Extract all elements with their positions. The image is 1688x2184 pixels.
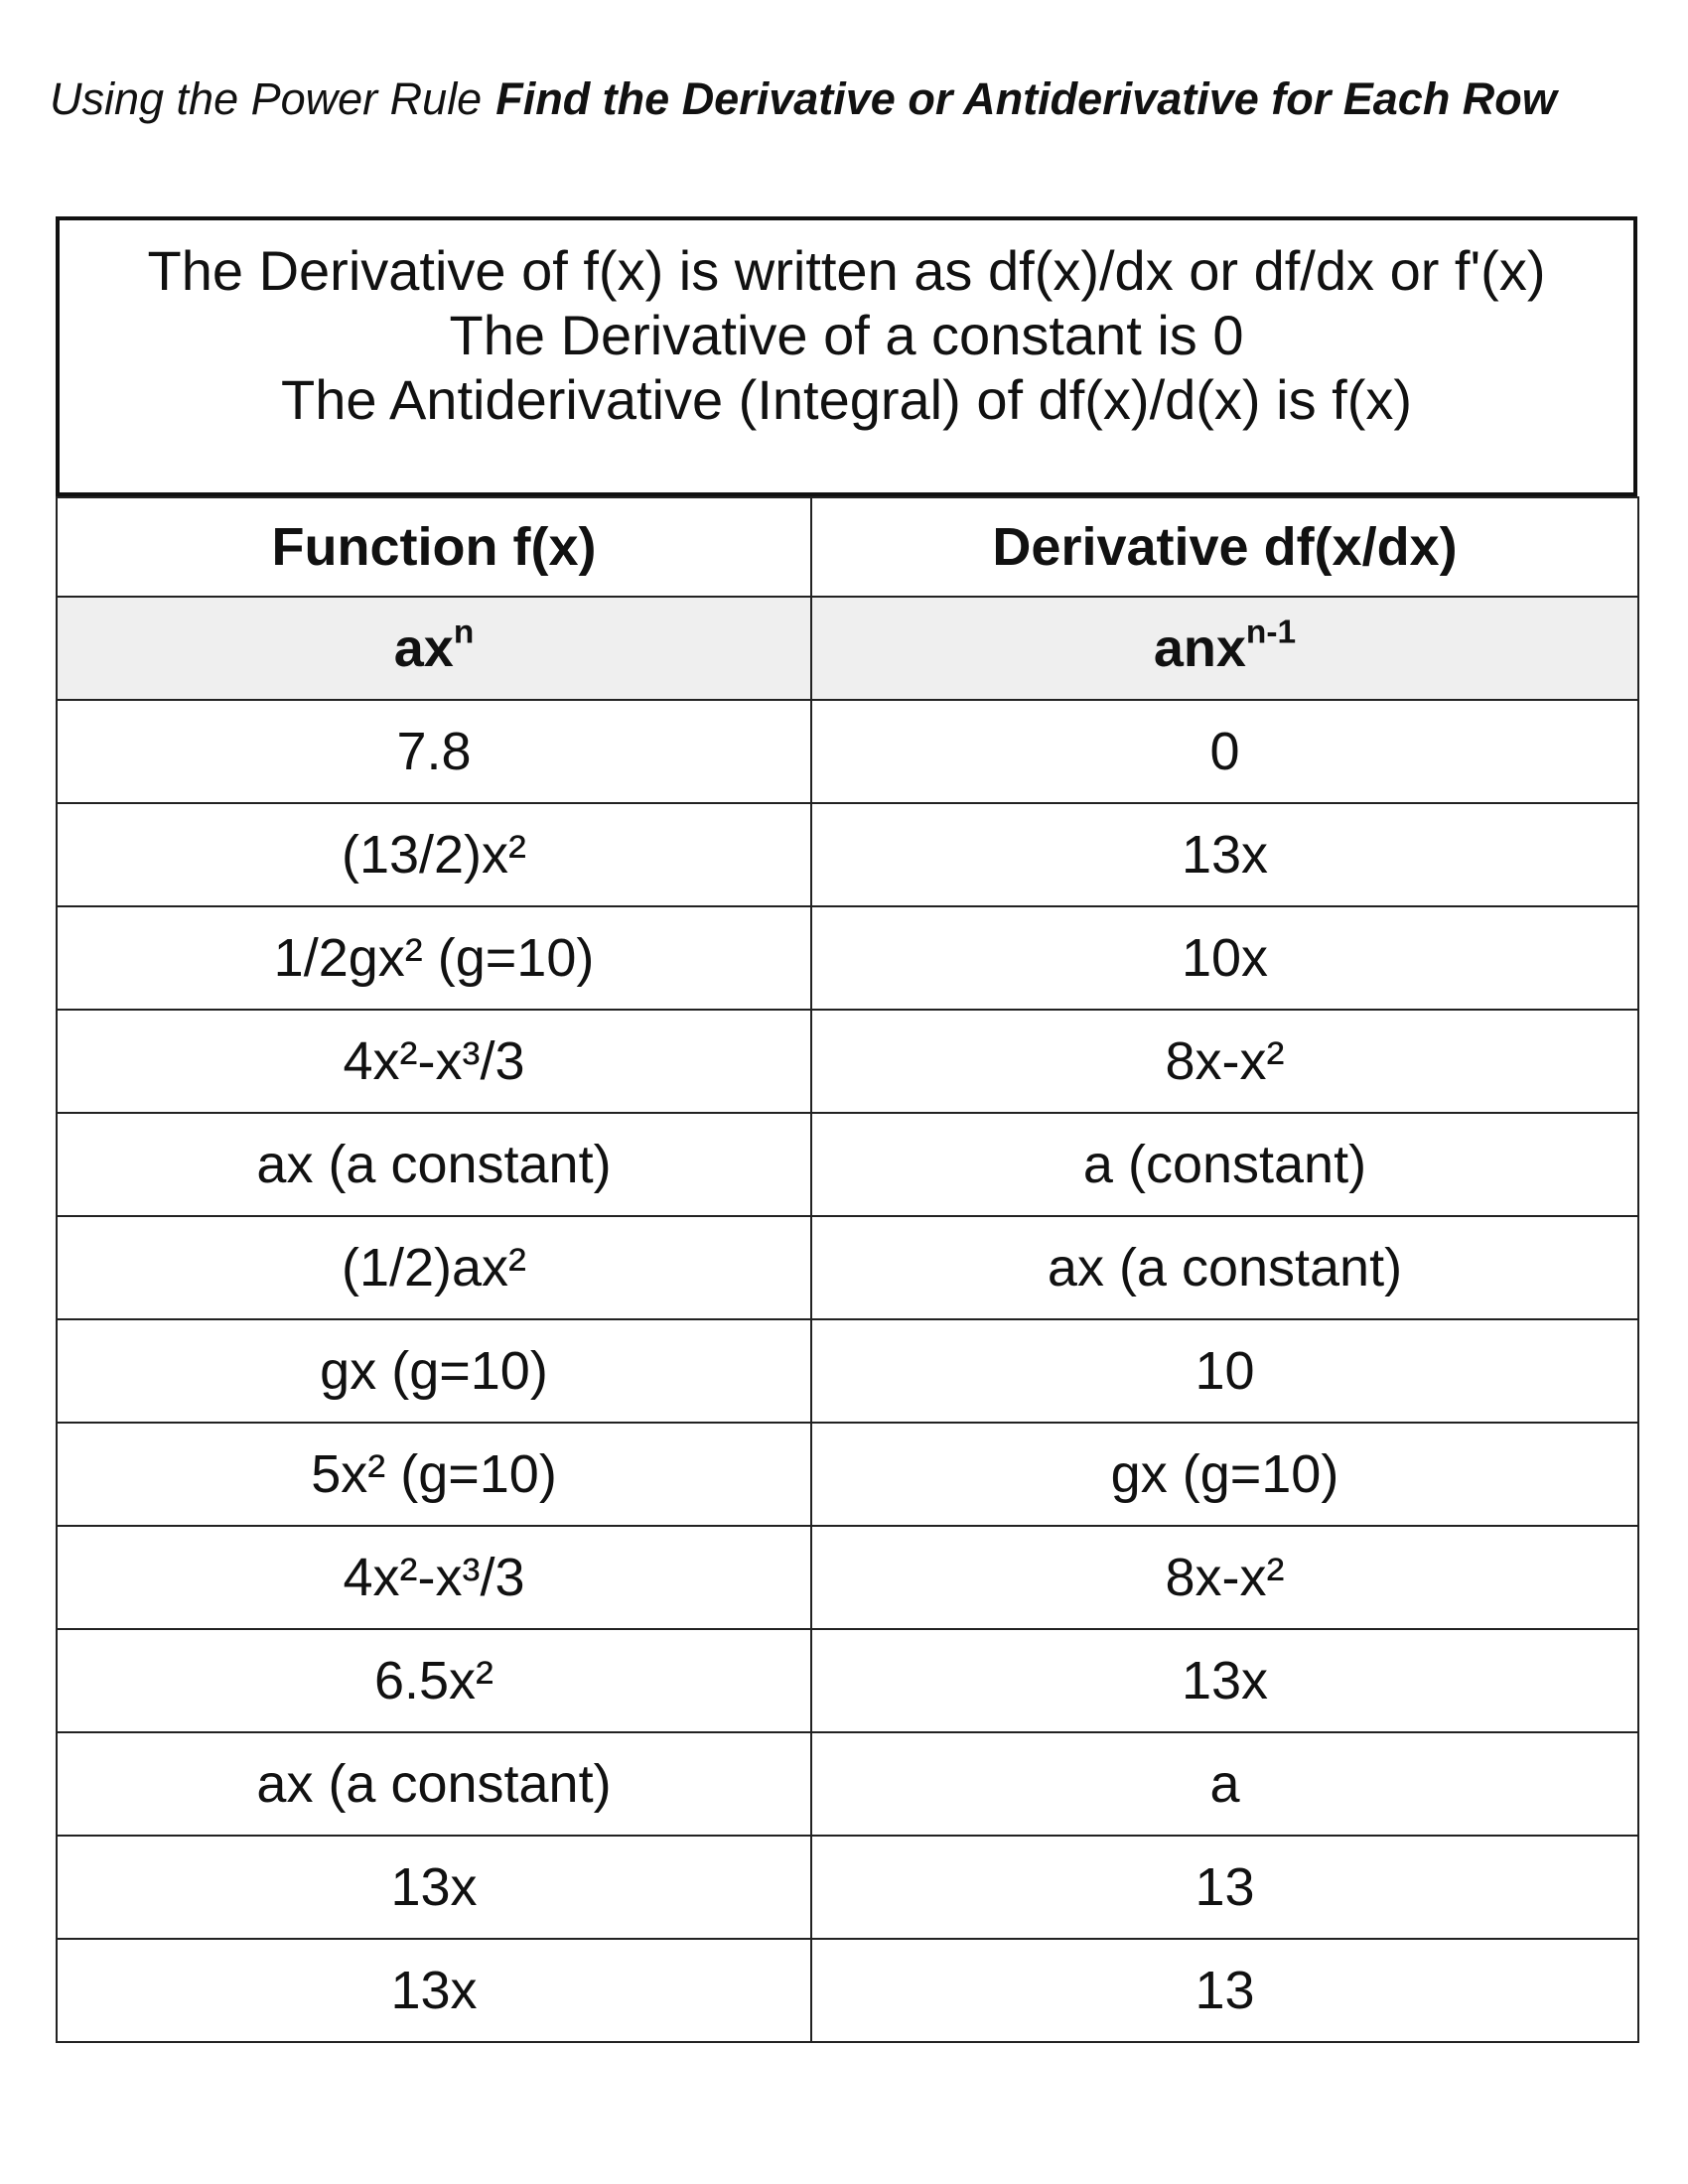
table-row (57, 906, 1638, 1010)
derivative-cell: 13x (811, 1629, 1638, 1732)
column-header-function: Function f(x) (57, 497, 811, 597)
general-rule-row (57, 597, 1638, 700)
table-row (57, 1526, 1638, 1629)
rule-line-antiderivative: The Antiderivative (Integral) of df(x)/d(x) is f(x) (280, 368, 1412, 431)
function-cell: 5x² (g=10) (57, 1423, 811, 1526)
function-cell: 7.8 (57, 700, 811, 803)
rule-line-derivative-notation: The Derivative of f(x) is written as df(x)/dx or df/dx or f'(x) (147, 239, 1546, 302)
derivative-cell: 13 (811, 1939, 1638, 2042)
derivative-cell: 13x (811, 803, 1638, 906)
rules-box (56, 216, 1637, 496)
power-rule-table (56, 496, 1639, 2043)
table-row (57, 1216, 1638, 1319)
title-main: Find the Derivative or Antiderivative for Each Row (495, 73, 1557, 124)
derivative-cell: a (811, 1732, 1638, 1836)
function-cell: 13x (57, 1836, 811, 1939)
function-cell: ax (a constant) (57, 1732, 811, 1836)
function-cell: (13/2)x² (57, 803, 811, 906)
column-header-derivative: Derivative df(x/dx) (811, 497, 1638, 597)
table-row (57, 1629, 1638, 1732)
general-function-cell (57, 597, 811, 700)
derivative-cell: 0 (811, 700, 1638, 803)
general-function-exponent: n (453, 614, 475, 651)
table-row (57, 1732, 1638, 1836)
table-row (57, 803, 1638, 906)
table-row (57, 1836, 1638, 1939)
general-derivative-exponent: n-1 (1245, 614, 1297, 651)
table-row (57, 1010, 1638, 1113)
page-title (50, 69, 1557, 129)
function-cell: 4x²-x³/3 (57, 1010, 811, 1113)
derivative-cell: 13 (811, 1836, 1638, 1939)
general-function-base: ax (393, 618, 454, 678)
function-cell: gx (g=10) (57, 1319, 811, 1423)
function-cell: 6.5x² (57, 1629, 811, 1732)
title-lead: Using the Power Rule (50, 73, 483, 124)
function-cell: 1/2gx² (g=10) (57, 906, 811, 1010)
table-row (57, 1939, 1638, 2042)
table-row (57, 1113, 1638, 1216)
derivative-cell: a (constant) (811, 1113, 1638, 1216)
rule-line-constant: The Derivative of a constant is 0 (449, 304, 1244, 366)
function-cell: 4x²-x³/3 (57, 1526, 811, 1629)
general-derivative-cell (811, 597, 1638, 700)
function-cell: ax (a constant) (57, 1113, 811, 1216)
worksheet (56, 216, 1637, 2043)
function-cell: (1/2)ax² (57, 1216, 811, 1319)
table-row (57, 700, 1638, 803)
table-header-row (57, 497, 1638, 597)
table-row (57, 1319, 1638, 1423)
general-derivative-base: anx (1153, 618, 1246, 678)
derivative-cell: gx (g=10) (811, 1423, 1638, 1526)
derivative-cell: ax (a constant) (811, 1216, 1638, 1319)
table-row (57, 1423, 1638, 1526)
derivative-cell: 10x (811, 906, 1638, 1010)
derivative-cell: 10 (811, 1319, 1638, 1423)
function-cell: 13x (57, 1939, 811, 2042)
derivative-cell: 8x-x² (811, 1010, 1638, 1113)
derivative-cell: 8x-x² (811, 1526, 1638, 1629)
